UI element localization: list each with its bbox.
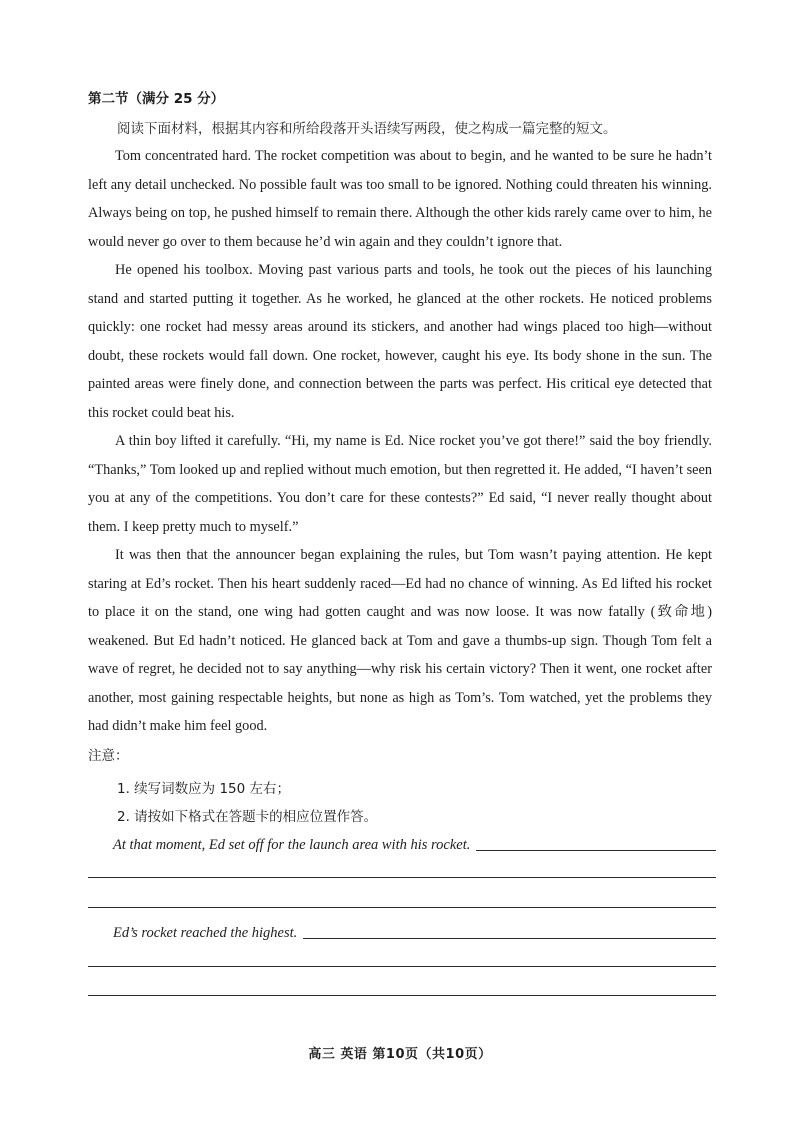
notes-label: 注意： <box>88 748 129 764</box>
section-title: 第二节（满分 25 分） <box>88 91 225 107</box>
answer-line-inline-2[interactable] <box>303 938 716 939</box>
passage-paragraph-2: He opened his toolbox. Moving past various parts and tools, he took out the pieces of his launching stand and started putting it together. As he worked, he glanced at the other rockets. He noticed problems quickly: one rocket had messy areas around its stickers, and another had wings placed too high—without doubt, these rockets would fall down. One rocket, however, caught his eye. Its body shone in the sun. The painted areas were finely done, and connection between the parts was perfect. His critical eye detected that this rocket could beat his. <box>88 262 712 421</box>
reading-passage <box>88 142 712 741</box>
passage-paragraph-4: It was then that the announcer began explaining the rules, but Tom wasn’t paying attention. He kept staring at Ed’s rocket. Then his heart suddenly raced—Ed had no chance of winning. As Ed lifted his rocket to place it on the stand, one wing had gotten caught and was now loose. It was now fatally (致命地) weakened. But Ed hadn’t noticed. He glanced back at Tom and gave a thumbs-up sign. Though Tom felt a wave of regret, he decided not to say anything—why risk his certain victory? Then it went, one rocket after another, most gaining respectable heights, but none as high as Tom’s. Tom watched, yet the problems they had didn’t make him feel good. <box>88 547 712 734</box>
starter-sentence-2: Ed’s rocket reached the highest. <box>113 925 298 941</box>
note-item-word-count: 1. 续写词数应为 150 左右； <box>117 781 291 797</box>
page-footer: 高三 英语 第10页（共10页） <box>308 1047 492 1062</box>
paragraph-starter-2 <box>113 920 716 942</box>
answer-line[interactable] <box>88 995 716 996</box>
passage-paragraph-1: Tom concentrated hard. The rocket competition was about to begin, and he wanted to be sure he hadn’t left any detail unchecked. No possible fault was too small to be ignored. Nothing could threaten his winning. Always being on top, he pushed himself to remain there. Although the other kids rarely came over to him, he would never go over to them because he’d win again and they couldn’t ignore that. <box>88 148 712 250</box>
passage-paragraph-3: A thin boy lifted it carefully. “Hi, my name is Ed. Nice rocket you’ve got there!” said the boy friendly. “Thanks,” Tom looked up and replied without much emotion, but then regretted it. He added, “I haven’t seen you at any of the competitions. You don’t care for these contests?” Ed said, “I never really thought about them. I keep pretty much to myself.” <box>88 433 712 535</box>
section-instruction: 阅读下面材料，根据其内容和所给段落开头语续写两段，使之构成一篇完整的短文。 <box>117 121 617 137</box>
answer-line[interactable] <box>88 877 716 878</box>
starter-sentence-1: At that moment, Ed set off for the launch area with his rocket. <box>113 837 471 853</box>
answer-line-inline-1[interactable] <box>476 850 716 851</box>
answer-line[interactable] <box>88 966 716 967</box>
note-item-format: 2. 请按如下格式在答题卡的相应位置作答。 <box>117 809 378 825</box>
paragraph-starter-1 <box>113 832 716 854</box>
answer-line[interactable] <box>88 907 716 908</box>
